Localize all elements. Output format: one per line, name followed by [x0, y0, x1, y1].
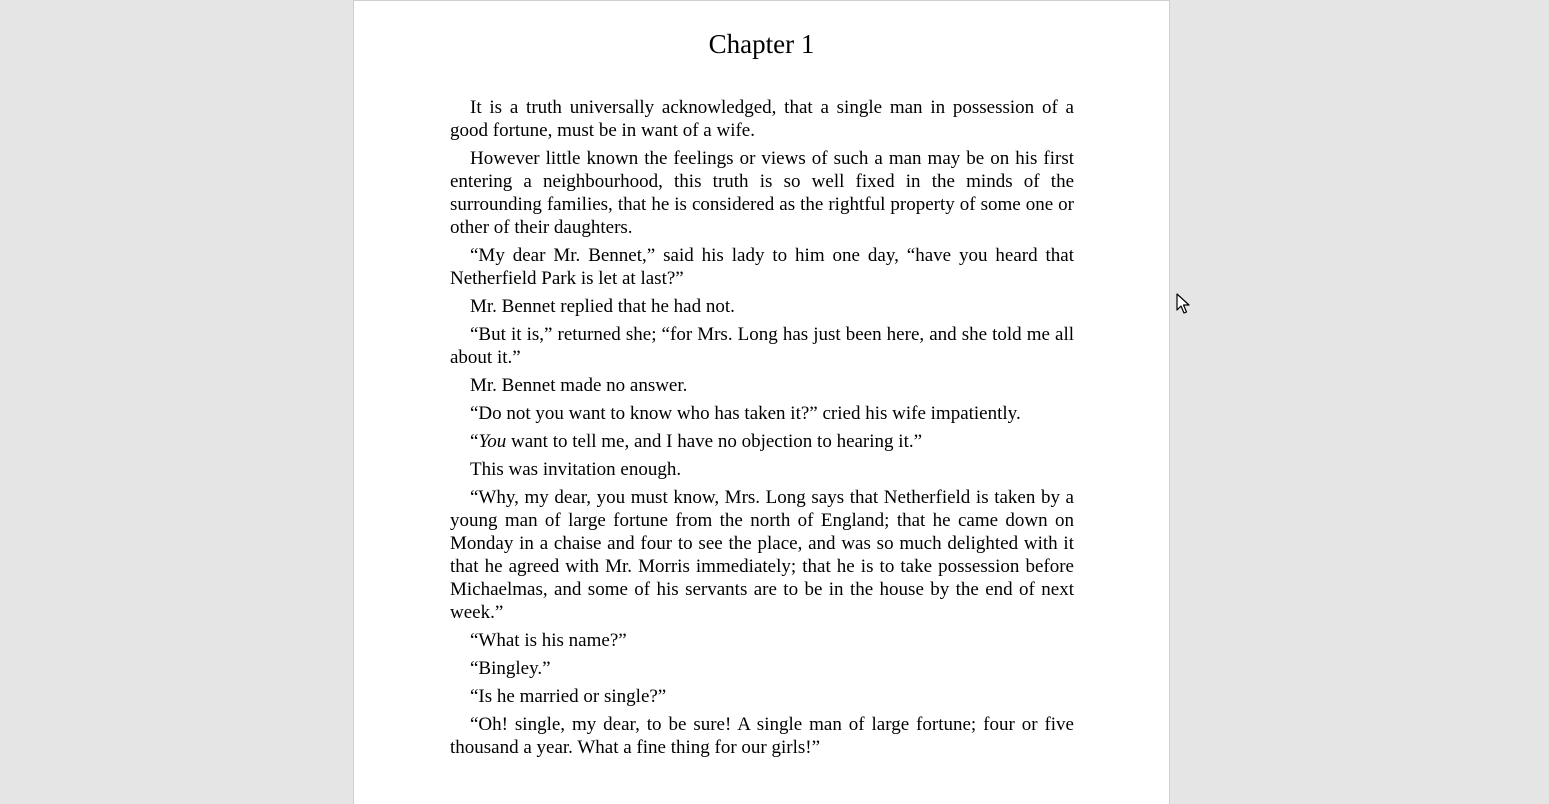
document-page	[353, 0, 1170, 804]
paragraph: Mr. Bennet made no answer.	[470, 375, 688, 396]
paragraph: “What is his name?”	[470, 630, 627, 651]
paragraph: This was invitation enough.	[470, 459, 682, 480]
emphasis-text: You	[478, 431, 507, 452]
paragraph: “Bingley.”	[470, 658, 551, 679]
paragraph: Mr. Bennet replied that he had not.	[470, 296, 735, 317]
chapter-body	[450, 96, 1074, 764]
paragraph-text: want to tell me, and I have no objection to hearing it.”	[506, 431, 923, 452]
mouse-pointer-icon	[1176, 293, 1190, 315]
paragraph: “Why, my dear, you must know, Mrs. Long says that Netherfield is taken by a young man of large fortune from the north of England; that he came down on Monday in a chaise and four to see the place, and was so much delighted with it that he agreed with Mr. Morris immediately; that he is to take possession before Michaelmas, and some of his servants are to be in the house by the end of next week.”	[450, 487, 1074, 623]
chapter-title: Chapter 1	[708, 29, 815, 59]
paragraph: “But it is,” returned she; “for Mrs. Long has just been here, and she told me all about it.”	[450, 324, 1074, 368]
paragraph: “Oh! single, my dear, to be sure! A single man of large fortune; four or five thousand a year. What a fine thing for our girls!”	[450, 714, 1074, 758]
paragraph	[450, 430, 1074, 453]
paragraph: “Is he married or single?”	[470, 686, 667, 707]
paragraph: “Do not you want to know who has taken it?” cried his wife impatiently.	[470, 403, 1021, 424]
paragraph: However little known the feelings or views of such a man may be on his first entering a neighbourhood, this truth is so well fixed in the minds of the surrounding families, that he is considered as the rightful property of some one or other of their daughters.	[450, 148, 1074, 238]
paragraph-text: “	[470, 431, 479, 452]
paragraph: “My dear Mr. Bennet,” said his lady to him one day, “have you heard that Netherfield Park is let at last?”	[450, 245, 1074, 289]
paragraph: It is a truth universally acknowledged, that a single man in possession of a good fortune, must be in want of a wife.	[450, 97, 1074, 141]
